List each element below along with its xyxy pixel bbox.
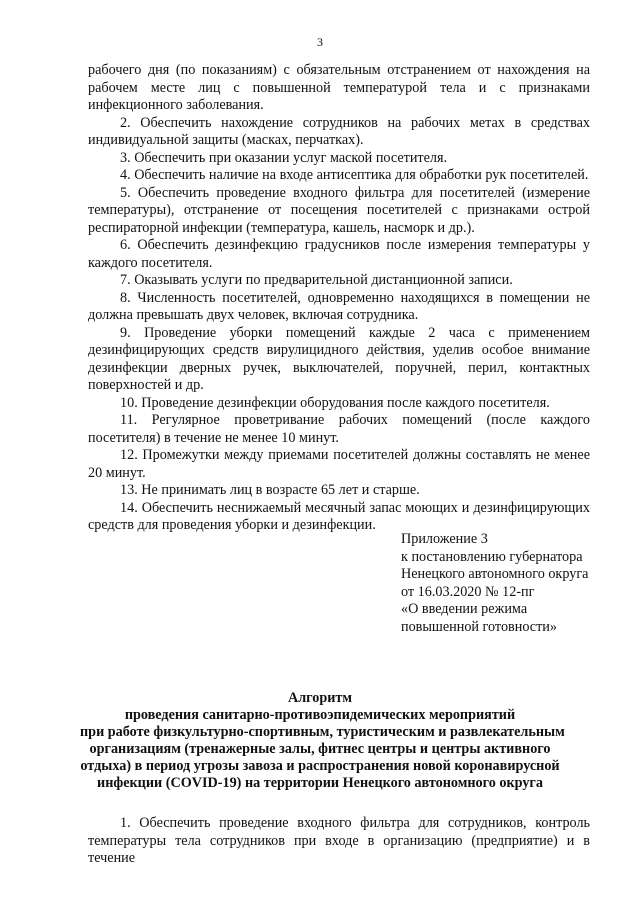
paragraph-4: 4. Обеспечить наличие на входе антисептика для обработки рук посетителей. xyxy=(120,167,589,183)
appendix-line: «О введении режима xyxy=(401,601,528,617)
paragraph-8: 8. Численность посетителей, одновременно находящихся в помещении не должна превышать двух человек, включая сотрудника. xyxy=(88,289,590,323)
appendix-header-block xyxy=(401,531,631,636)
algorithm-body xyxy=(88,815,590,868)
paragraph-11: 11. Регулярное проветривание рабочих помещений (после каждого посетителя) в течение не менее 10 минут. xyxy=(88,412,590,446)
paragraph-14: 14. Обеспечить неснижаемый месячный запас моющих и дезинфицирующих средств для проведения уборки и дезинфекции. xyxy=(88,499,590,533)
document-body xyxy=(88,62,590,535)
appendix-line: к постановлению губернатора xyxy=(401,548,583,565)
paragraph-12: 12. Промежутки между приемами посетителей должны составлять не менее 20 минут. xyxy=(88,447,590,481)
paragraph-2: 2. Обеспечить нахождение сотрудников на рабочих метах в средствах индивидуальной защиты (масках, перчатках). xyxy=(88,114,590,148)
paragraph-3: 3. Обеспечить при оказании услуг маской посетителя. xyxy=(120,149,448,166)
algorithm-subtitle xyxy=(80,707,565,792)
algorithm-subtitle-line: организациям (тренажерные залы, фитнес центры и центры активного xyxy=(89,741,551,757)
paragraph-9: 9. Проведение уборки помещений каждые 2 часа с применением дезинфицирующих средств вирулицидного действия, уделив особое внимание дезинфекции дверных ручек, выключателей, поручней, перил, контактных поверхностей и др. xyxy=(88,324,590,393)
paragraph-5: 5. Обеспечить проведение входного фильтра для посетителей (измерение температуры), отстранение от посещения посетителей с признаками острой респираторной инфекции (температура, кашель, насморк и др.). xyxy=(88,184,590,236)
algorithm-subtitle-line: инфекции (COVID-19) на территории Ненецкого автономного округа xyxy=(97,775,543,791)
paragraph-1: рабочего дня (по показаниям) с обязательным отстранением от нахождения на рабочем месте лиц с повышенной температурой тела и с признаками инфекционного заболевания. xyxy=(88,62,590,113)
algorithm-title: Алгоритм xyxy=(287,690,353,706)
page-number: 3 xyxy=(317,35,323,49)
appendix-line: от 16.03.2020 № 12-пг xyxy=(401,583,535,600)
algorithm-subtitle-line: отдыха) в период угрозы завоза и распространения новой коронавирусной xyxy=(80,758,560,774)
algorithm-subtitle-line: при работе физкультурно-спортивным, туристическим и развлекательным xyxy=(80,724,565,740)
appendix-line: Ненецкого автономного округа xyxy=(401,566,589,582)
paragraph-6: 6. Обеспечить дезинфекцию градусников после измерения температуры у каждого посетителя. xyxy=(88,237,590,271)
algorithm-subtitle-line: проведения санитарно-противоэпидемических мероприятий xyxy=(124,707,516,723)
appendix-line: повышенной готовности» xyxy=(401,618,557,635)
algorithm-paragraph-1: 1. Обеспечить проведение входного фильтра для сотрудников, контроль температуры тела сотрудников при входе в организацию (предприятие) и в течение xyxy=(88,815,590,866)
appendix-line: Приложение 3 xyxy=(401,531,488,547)
paragraph-7: 7. Оказывать услуги по предварительной дистанционной записи. xyxy=(120,272,513,288)
paragraph-10: 10. Проведение дезинфекции оборудования после каждого посетителя. xyxy=(120,394,550,411)
paragraph-13: 13. Не принимать лиц в возрасте 65 лет и старше. xyxy=(120,482,420,498)
